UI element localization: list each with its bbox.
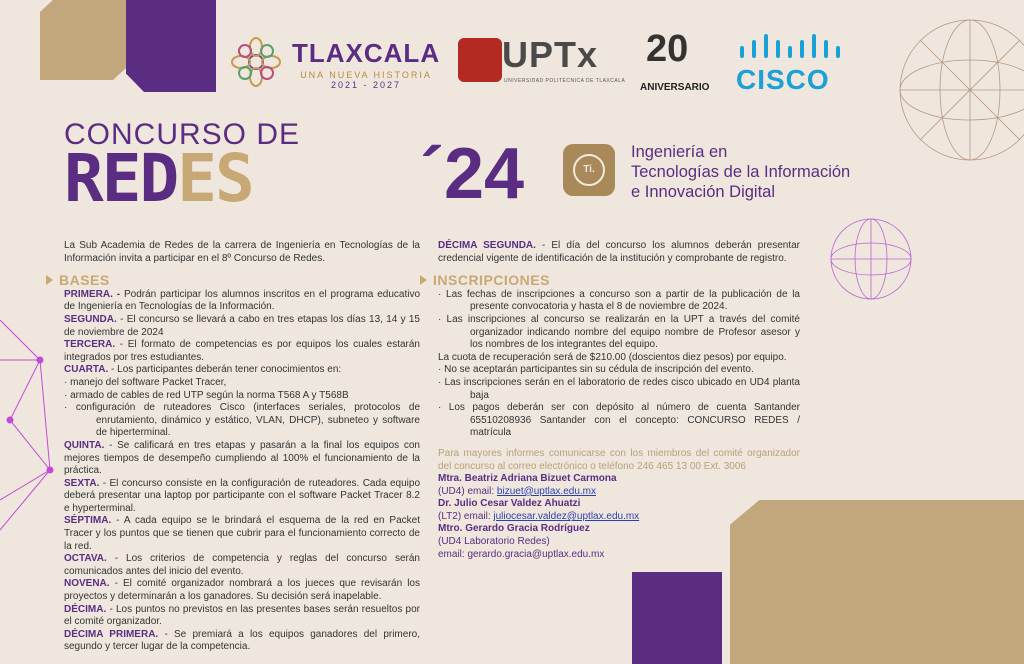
inscripciones-heading xyxy=(420,274,800,287)
list-item: · Los pagos deberán ser con depósito al número de cuenta Santander 65510208936 Santander con el concepto: CONCURSO REDES / matrícula xyxy=(438,402,800,439)
program-line-1: Ingeniería en xyxy=(631,143,728,161)
anniversary-label: ANIVERSARIO xyxy=(640,82,710,93)
email-link[interactable]: bizuet@uptlax.edu.mx xyxy=(496,485,596,497)
base-decima xyxy=(64,604,420,629)
list-item: · No se aceptarán participantes sin su cédula de inscripción del evento. xyxy=(438,364,754,376)
base-primera-label: PRIMERA. - xyxy=(64,288,121,300)
info-note: Para mayores informes comunicarse con los miembros del comité organizador del concurso al correo electrónico o teléfono 246 465 13 00 Ext. 3006 xyxy=(438,447,800,472)
left-column xyxy=(59,240,420,654)
base-octava-label: OCTAVA. xyxy=(64,553,107,565)
network-sphere-top-right-icon xyxy=(870,0,1024,200)
base-novena-label: NOVENA. xyxy=(64,578,110,590)
contact-line: (UD4 Laboratorio Redes) xyxy=(438,536,550,548)
bases-heading xyxy=(46,274,420,287)
base-octava-text: - Los criterios de competencia y reglas del concurso serán comunicados antes del inicio del evento. xyxy=(64,553,420,577)
base-decima-segunda xyxy=(438,240,800,265)
email-link[interactable]: juliocesar.valdez@uptlax.edu.mx xyxy=(493,510,640,522)
uptx-gear-icon xyxy=(458,38,502,82)
network-sphere-right-icon xyxy=(826,214,916,304)
base-decima-segunda-label: DÉCIMA SEGUNDA. xyxy=(438,240,536,251)
base-primera-text: Podrán participar los alumnos inscritos en el programa educativo de Ingeniería en Tecnologías de la Información. xyxy=(64,288,420,313)
contact-name: Mtra. Beatriz Adriana Bizuet Carmona xyxy=(438,473,617,485)
title-year: ´24 xyxy=(420,134,525,214)
base-decima-primera-label: DÉCIMA PRIMERA. xyxy=(64,628,159,640)
ti-badge-icon xyxy=(563,144,615,196)
purple-block-top-left xyxy=(126,0,216,92)
anniversary-number: 20 xyxy=(646,28,689,70)
base-sexta-text: - El concurso consiste en la configuración de ruteadores. Cada equipo deberá presentar una laptop por participante con el software Packet Tracer 8.2 e hyperterminal. xyxy=(64,477,420,514)
tlaxcala-title: TLAXCALA xyxy=(292,38,441,68)
base-decima-segunda-text: - El día del concurso los alumnos deberán presentar credencial vigente de identificación de la institución y comprobante de registro. xyxy=(438,240,801,264)
uptx-logo xyxy=(458,32,628,92)
cisco-logo xyxy=(736,32,856,95)
base-sexta-label: SEXTA. xyxy=(64,477,100,489)
intro-text: La Sub Academia de Redes de la carrera de Ingeniería en Tecnologías de la Información invita a participar en el 8º Concurso de Redes. xyxy=(64,240,420,264)
list-item: · Las inscripciones serán en el laboratorio de redes cisco ubicado en UD4 planta baja xyxy=(438,376,800,401)
contact-name: Mtro. Gerardo Gracia Rodríguez xyxy=(438,523,590,535)
email-text[interactable]: email: gerardo.gracia@uptlax.edu.mx xyxy=(438,548,605,560)
base-tercera-text: - El formato de competencias es por equipos los cuales estarán integrados por tres estudiantes. xyxy=(64,339,420,363)
section-arrow-icon xyxy=(420,275,427,285)
uptx-title: UPTx xyxy=(502,34,599,75)
bases-heading-label: BASES xyxy=(59,272,110,289)
base-novena-text: - El comité organizador nombrará a los jueces que revisarán los proyectos y determinarán a los ganadores. Su decisión será inapelable. xyxy=(64,578,420,603)
tlaxcala-years: 2021 - 2027 xyxy=(331,80,402,90)
header-logos xyxy=(230,28,860,98)
base-novena xyxy=(64,578,420,603)
section-arrow-icon xyxy=(46,275,53,285)
base-decima-label: DÉCIMA. xyxy=(64,603,107,615)
inscripciones-heading-label: INSCRIPCIONES xyxy=(433,272,550,289)
base-septima-label: SÉPTIMA. xyxy=(64,515,112,527)
base-quinta-label: QUINTA. xyxy=(64,439,105,451)
program-name xyxy=(631,142,850,202)
base-cuarta-label: CUARTA. xyxy=(64,364,109,376)
list-item: · manejo del software Packet Tracer, xyxy=(64,376,227,388)
base-cuarta-text: - Los participantes deberán tener conocimientos en: xyxy=(108,364,342,376)
base-decima-text: - Los puntos no previstos en las presentes bases serán resueltos por el comité organizador. xyxy=(64,603,420,628)
base-decima-primera-text: - Se premiará a los equipos ganadores del primero, segundo y tercer lugar de la competencia. xyxy=(64,628,420,653)
list-item: · armado de cables de red UTP según la norma T568 A y T568B xyxy=(64,389,349,401)
base-segunda xyxy=(64,314,420,339)
cisco-bars-icon xyxy=(736,32,846,62)
base-octava xyxy=(64,553,420,578)
tlaxcala-flower-icon xyxy=(230,36,282,88)
list-item: · Las fechas de inscripciones a concurso son a partir de la publicación de la presente convocatoria y hasta el 8 de noviembre de 2024. xyxy=(438,288,800,313)
contact-prefix: (LT2) email: xyxy=(438,510,494,522)
base-quinta-text: - Se calificará en tres etapas y pasarán a la final los equipos con mejores tiempos de desempeño cumpliendo al 100% el funcionamiento de la práctica. xyxy=(64,439,420,477)
base-decima-primera xyxy=(64,629,420,654)
base-cuarta xyxy=(64,364,420,377)
purple-block-bottom-right xyxy=(632,572,722,664)
contact-line xyxy=(438,486,800,499)
ti-badge-text: Ti. xyxy=(573,154,605,186)
gold-hex-top-left xyxy=(40,0,126,80)
cisco-wordmark: CISCO xyxy=(736,64,830,95)
program-line-2: Tecnologías de la Información xyxy=(631,163,851,181)
contact-prefix: (UD4) email: xyxy=(438,485,497,497)
contact-line xyxy=(438,511,800,524)
base-sexta xyxy=(64,478,420,516)
base-segunda-text: - El concurso se llevará a cabo en tres etapas los días 13, 14 y 15 de noviembre de 2024 xyxy=(64,313,420,338)
network-sphere-left-icon xyxy=(0,300,60,560)
contact-name: Dr. Julio Cesar Valdez Ahuatzi xyxy=(438,498,581,510)
tlaxcala-tagline: UNA NUEVA HISTORIA xyxy=(300,70,432,80)
base-tercera-label: TERCERA. xyxy=(64,339,116,351)
title-redes-part1: RED xyxy=(64,140,178,217)
base-primera xyxy=(64,289,420,314)
base-quinta xyxy=(64,440,420,478)
anniversary-logo xyxy=(640,28,720,98)
base-septima-text: - A cada equipo se le brindará el esquema de la red en Packet Tracer y los puntos que se tienen que cubrir para el funcionamiento correcto de la red. xyxy=(64,515,420,552)
list-item: · Las inscripciones al concurso se realizarán en la UPT a través del comité organizador indicando nombre del equipo nombre de Profesor asesor y los nombres de los integrantes del equipo. xyxy=(438,313,800,351)
list-item: · configuración de ruteadores Cisco (interfaces seriales, protocolos de enrutamiento, dinámico y estático, VLAN, DHCP), subneteo y software de hiperterminal. xyxy=(64,402,420,439)
base-tercera xyxy=(64,339,420,364)
title-concurso: CONCURSO DE xyxy=(64,118,301,151)
base-septima xyxy=(64,515,420,553)
uptx-subtitle: UNIVERSIDAD POLITÉCNICA DE TLAXCALA xyxy=(504,78,626,84)
title-redes xyxy=(64,140,253,217)
cuota-text: La cuota de recuperación será de $210.00 (doscientos diez pesos) por equipo. xyxy=(438,351,787,363)
tlaxcala-logo xyxy=(292,38,440,90)
program-line-3: e Innovación Digital xyxy=(631,183,776,201)
title-redes-part2: ES xyxy=(177,140,253,217)
right-column xyxy=(433,240,801,561)
base-segunda-label: SEGUNDA. xyxy=(64,313,117,325)
